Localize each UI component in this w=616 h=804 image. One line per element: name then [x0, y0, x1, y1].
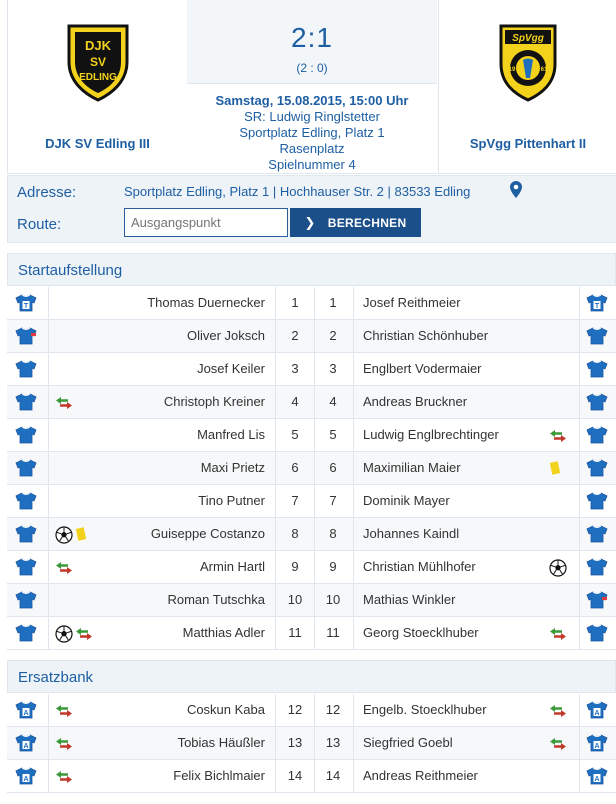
column-divider	[48, 485, 49, 517]
column-divider	[275, 419, 276, 451]
home-player-events	[55, 625, 93, 643]
column-divider	[275, 551, 276, 583]
away-player-events	[549, 735, 567, 753]
svg-text:A: A	[594, 742, 600, 750]
player-row	[7, 485, 616, 518]
away-player-name[interactable]: Andreas Reithmeier	[363, 768, 478, 783]
jersey-icon	[15, 393, 37, 411]
away-player-name[interactable]: Dominik Mayer	[363, 493, 450, 508]
svg-text:DJK: DJK	[84, 38, 111, 53]
home-player-events	[55, 702, 73, 720]
column-divider	[314, 518, 315, 550]
column-divider	[48, 617, 49, 649]
away-player-number: 11	[326, 625, 340, 640]
column-divider	[579, 518, 580, 550]
jersey-icon	[15, 591, 37, 609]
away-player-events	[549, 460, 561, 478]
column-divider	[353, 485, 354, 517]
location-panel	[7, 175, 616, 243]
column-divider	[275, 320, 276, 352]
column-divider	[579, 727, 580, 759]
column-divider	[579, 617, 580, 649]
away-player-number: 4	[329, 394, 337, 409]
player-row	[7, 287, 616, 320]
svg-text:EDLING: EDLING	[78, 72, 117, 83]
player-row	[7, 386, 616, 419]
jersey-icon	[586, 624, 608, 642]
map-pin-icon[interactable]	[510, 181, 522, 198]
column-divider	[579, 584, 580, 616]
away-player-name[interactable]: Georg Stoecklhuber	[363, 625, 479, 640]
score-panel	[187, 0, 437, 84]
player-row	[7, 727, 616, 760]
column-divider	[353, 551, 354, 583]
svg-text:A: A	[23, 775, 29, 783]
home-team-crest-icon	[65, 22, 131, 102]
column-divider	[48, 727, 49, 759]
home-player-number: 4	[291, 394, 299, 409]
column-divider	[275, 452, 276, 484]
away-player-number: 10	[325, 592, 341, 607]
away-player-number: 14	[325, 768, 341, 783]
player-row	[7, 551, 616, 584]
column-divider	[579, 320, 580, 352]
referee: SR: Ludwig Ringlstetter	[244, 109, 380, 124]
player-row	[7, 320, 616, 353]
jersey-icon	[15, 558, 37, 576]
column-divider	[314, 320, 315, 352]
bench-table	[7, 694, 616, 793]
svg-text:A: A	[23, 709, 29, 717]
column-divider	[579, 551, 580, 583]
chevron-right-icon: ❯	[304, 214, 316, 230]
column-divider	[353, 617, 354, 649]
column-divider	[314, 551, 315, 583]
home-player-events	[55, 768, 73, 786]
column-divider	[353, 353, 354, 385]
column-divider	[353, 694, 354, 726]
home-player-name[interactable]: Roman Tutschka	[167, 592, 265, 607]
column-divider	[48, 452, 49, 484]
away-player-name[interactable]: Josef Reithmeier	[363, 295, 461, 310]
column-divider	[353, 760, 354, 792]
column-divider	[314, 694, 315, 726]
away-player-name[interactable]: Siegfried Goebl	[363, 735, 453, 750]
column-divider	[314, 353, 315, 385]
player-row	[7, 694, 616, 727]
home-player-name[interactable]: Guiseppe Costanzo	[150, 526, 265, 541]
column-divider	[579, 452, 580, 484]
away-player-name[interactable]: Ludwig Englbrechtinger	[363, 427, 499, 442]
jersey-icon	[586, 327, 608, 345]
home-player-number: 5	[291, 427, 299, 442]
player-row	[7, 760, 616, 793]
address-text[interactable]: Sportplatz Edling, Platz 1 | Hochhauser Str. 2 | 83533 Edling	[124, 184, 471, 199]
home-player-number: 8	[291, 526, 299, 541]
column-divider	[48, 551, 49, 583]
substitution-icon	[549, 704, 567, 718]
column-divider	[48, 694, 49, 726]
jersey-icon	[586, 558, 608, 576]
away-player-name[interactable]: Andreas Bruckner	[363, 394, 468, 409]
player-row	[7, 353, 616, 386]
match-number: Spielnummer 4	[268, 157, 356, 172]
jersey-icon	[586, 360, 608, 378]
column-divider	[579, 694, 580, 726]
jersey-icon	[586, 767, 608, 785]
column-divider	[275, 287, 276, 319]
jersey-icon	[15, 492, 37, 510]
substitution-icon	[55, 561, 73, 575]
surface: Rasenplatz	[279, 141, 345, 156]
home-player-number: 14	[287, 768, 303, 783]
home-player-name[interactable]: Armin Hartl	[199, 559, 265, 574]
home-player-number: 11	[288, 625, 302, 640]
column-divider	[579, 485, 580, 517]
away-player-events	[549, 702, 567, 720]
home-player-events	[55, 735, 73, 753]
away-player-name[interactable]: Engelb. Stoecklhuber	[363, 702, 487, 717]
away-player-number: 13	[325, 735, 341, 750]
svg-text:19: 19	[508, 67, 516, 73]
away-player-number: 1	[329, 295, 337, 310]
column-divider	[48, 386, 49, 418]
jersey-icon	[586, 426, 608, 444]
home-player-name[interactable]: Matthias Adler	[182, 625, 265, 640]
route-start-input[interactable]	[124, 208, 288, 237]
jersey-icon	[586, 701, 608, 719]
jersey-icon	[15, 701, 37, 719]
home-player-number: 3	[291, 361, 299, 376]
column-divider	[275, 353, 276, 385]
column-divider	[314, 452, 315, 484]
yellow-card-icon	[549, 461, 561, 477]
column-divider	[48, 320, 49, 352]
substitution-icon	[75, 627, 93, 641]
column-divider	[48, 584, 49, 616]
player-row	[7, 518, 616, 551]
column-divider	[275, 694, 276, 726]
away-player-events	[549, 625, 567, 643]
column-divider	[314, 485, 315, 517]
column-divider	[579, 419, 580, 451]
column-divider	[353, 518, 354, 550]
substitution-icon	[549, 737, 567, 751]
column-divider	[353, 452, 354, 484]
column-divider	[275, 727, 276, 759]
jersey-icon	[586, 525, 608, 543]
away-player-number: 6	[329, 460, 337, 475]
column-divider	[275, 518, 276, 550]
substitution-icon	[55, 396, 73, 410]
lineup-section-title: Startaufstellung	[7, 253, 616, 286]
home-player-number: 7	[291, 493, 299, 508]
column-divider	[48, 760, 49, 792]
away-player-name[interactable]: Christian Schönhuber	[363, 328, 489, 343]
match-date: Samstag, 15.08.2015, 15:00 Uhr	[215, 93, 409, 108]
away-team-name[interactable]: SpVgg Pittenhart II	[469, 136, 587, 151]
away-player-number: 3	[329, 361, 337, 376]
column-divider	[314, 584, 315, 616]
lineup-table	[7, 287, 616, 650]
jersey-icon	[586, 591, 608, 609]
away-team-panel[interactable]	[438, 0, 616, 174]
home-player-name[interactable]: Oliver Joksch	[186, 328, 265, 343]
column-divider	[353, 584, 354, 616]
away-player-number: 8	[329, 526, 337, 541]
calculate-route-label: BERECHNEN	[327, 215, 407, 230]
home-player-name[interactable]: Tino Putner	[198, 493, 265, 508]
home-player-name[interactable]: Josef Keiler	[197, 361, 265, 376]
column-divider	[275, 617, 276, 649]
away-player-name[interactable]: Maximilian Maier	[363, 460, 461, 475]
substitution-icon	[549, 429, 567, 443]
jersey-icon	[15, 426, 37, 444]
home-player-name[interactable]: Manfred Lis	[197, 427, 265, 442]
home-player-number: 12	[287, 702, 303, 717]
home-player-name[interactable]: Felix Bichlmaier	[173, 768, 265, 783]
address-label: Adresse:	[17, 184, 77, 201]
jersey-icon	[586, 734, 608, 752]
jersey-icon	[586, 492, 608, 510]
column-divider	[48, 518, 49, 550]
substitution-icon	[55, 737, 73, 751]
column-divider	[314, 419, 315, 451]
svg-text:T: T	[23, 302, 29, 310]
away-player-name[interactable]: Mathias Winkler	[363, 592, 456, 607]
jersey-icon	[15, 294, 37, 312]
bench-section-title: Ersatzbank	[7, 660, 616, 693]
jersey-icon	[15, 624, 37, 642]
column-divider	[579, 287, 580, 319]
svg-text:A: A	[23, 742, 29, 750]
column-divider	[353, 320, 354, 352]
yellow-card-icon	[75, 527, 87, 543]
jersey-icon	[15, 734, 37, 752]
jersey-icon	[15, 327, 37, 345]
home-player-name[interactable]: Christoph Kreiner	[163, 394, 265, 409]
away-team-crest-icon	[497, 22, 559, 102]
home-player-name[interactable]: Thomas Duernecker	[147, 295, 265, 310]
player-row	[7, 419, 616, 452]
away-player-name[interactable]: Englbert Vodermaier	[363, 361, 482, 376]
match-details	[187, 93, 437, 173]
jersey-icon	[586, 459, 608, 477]
svg-text:SpVgg: SpVgg	[512, 33, 544, 44]
substitution-icon	[55, 704, 73, 718]
away-player-name[interactable]: Johannes Kaindl	[363, 526, 460, 541]
column-divider	[48, 287, 49, 319]
home-player-events	[55, 526, 87, 544]
home-player-events	[55, 394, 73, 412]
column-divider	[275, 584, 276, 616]
home-player-number: 13	[287, 735, 303, 750]
home-player-name[interactable]: Coskun Kaba	[186, 702, 265, 717]
home-team-name[interactable]: DJK SV Edling III	[45, 136, 150, 151]
svg-text:A: A	[594, 775, 600, 783]
player-row	[7, 452, 616, 485]
away-player-number: 12	[325, 702, 341, 717]
away-player-number: 7	[329, 493, 337, 508]
column-divider	[275, 760, 276, 792]
away-player-events	[549, 427, 567, 445]
match-header	[0, 0, 616, 174]
column-divider	[314, 760, 315, 792]
column-divider	[48, 353, 49, 385]
column-divider	[275, 386, 276, 418]
goal-ball-icon	[55, 526, 73, 544]
jersey-icon	[15, 360, 37, 378]
column-divider	[314, 727, 315, 759]
column-divider	[579, 353, 580, 385]
final-score: 2:1	[291, 22, 333, 53]
jersey-icon	[15, 525, 37, 543]
svg-text:T: T	[594, 302, 600, 310]
substitution-icon	[549, 627, 567, 641]
player-row	[7, 617, 616, 650]
column-divider	[353, 386, 354, 418]
route-label: Route:	[17, 216, 62, 233]
calculate-route-button[interactable]	[290, 208, 421, 237]
away-player-number: 2	[329, 328, 337, 343]
column-divider	[314, 617, 315, 649]
column-divider	[353, 287, 354, 319]
home-player-number: 2	[291, 328, 299, 343]
away-player-number: 5	[329, 427, 337, 442]
jersey-icon	[586, 294, 608, 312]
home-player-events	[55, 559, 73, 577]
goal-ball-icon	[549, 559, 567, 577]
column-divider	[48, 419, 49, 451]
home-team-panel[interactable]	[7, 0, 188, 174]
column-divider	[314, 386, 315, 418]
away-player-name[interactable]: Christian Mühlhofer	[363, 559, 476, 574]
jersey-icon	[586, 393, 608, 411]
column-divider	[353, 727, 354, 759]
column-divider	[314, 287, 315, 319]
substitution-icon	[55, 770, 73, 784]
column-divider	[579, 386, 580, 418]
column-divider	[579, 760, 580, 792]
jersey-icon	[15, 459, 37, 477]
column-divider	[353, 419, 354, 451]
away-player-number: 9	[329, 559, 337, 574]
svg-text:A: A	[594, 709, 600, 717]
home-player-name[interactable]: Tobias Häußler	[177, 735, 265, 750]
player-row	[7, 584, 616, 617]
column-divider	[275, 485, 276, 517]
jersey-icon	[15, 767, 37, 785]
home-player-number: 9	[291, 559, 299, 574]
halftime-score: (2 : 0)	[296, 61, 328, 75]
home-player-number: 10	[287, 592, 303, 607]
svg-text:61: 61	[540, 67, 548, 73]
goal-ball-icon	[55, 625, 73, 643]
away-player-events	[549, 559, 567, 577]
home-player-number: 6	[291, 460, 299, 475]
venue: Sportplatz Edling, Platz 1	[239, 125, 385, 140]
svg-text:SV: SV	[89, 55, 106, 69]
home-player-name[interactable]: Maxi Prietz	[200, 460, 265, 475]
home-player-number: 1	[291, 295, 299, 310]
